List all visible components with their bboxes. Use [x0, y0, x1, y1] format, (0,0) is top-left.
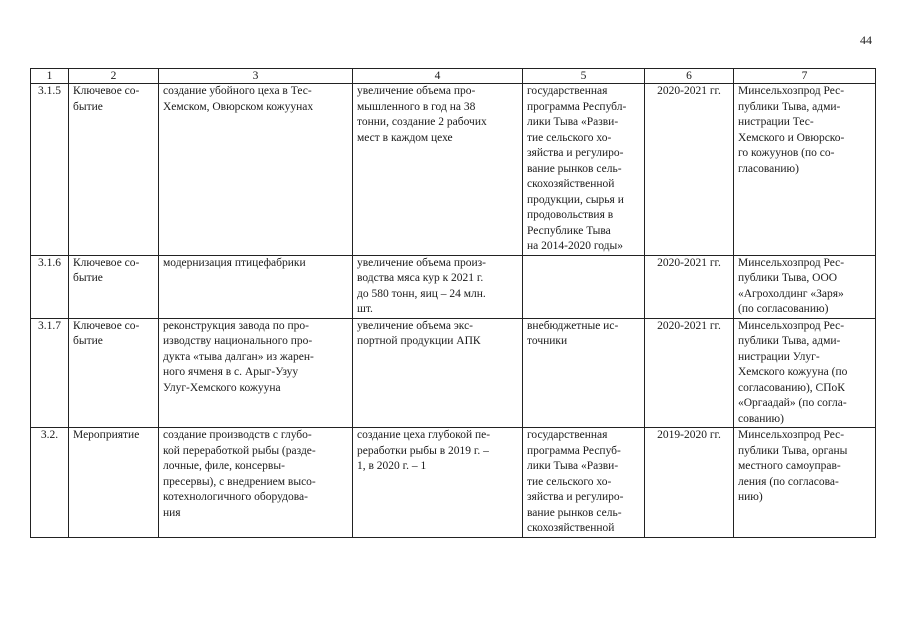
- table-header-row: [31, 69, 876, 84]
- header-cell-7: 7: [734, 69, 876, 84]
- row-number: 3.2.: [31, 428, 69, 538]
- row-executor: Минсельхозпрод Рес- публики Тыва, адми- нистрации Улуг- Хемского кожууна (по согласованию), СПоК «Оргаадай» (по согла- сованию): [734, 318, 876, 428]
- row-period: 2020-2021 гг.: [645, 84, 734, 256]
- header-cell-2: 2: [69, 69, 159, 84]
- row-source: [523, 255, 645, 318]
- row-type: Мероприятие: [69, 428, 159, 538]
- header-cell-4: 4: [353, 69, 523, 84]
- header-cell-1: 1: [31, 69, 69, 84]
- header-cell-5: 5: [523, 69, 645, 84]
- row-executor: Минсельхозпрод Рес- публики Тыва, адми- нистрации Тес- Хемского и Овюрско- го кожуунов (по со- гласованию): [734, 84, 876, 256]
- row-description: создание производств с глубо- кой переработкой рыбы (разде- лочные, филе, консервы- пресервы), с внедрением высо- котехнологичного оборудова- ния: [159, 428, 353, 538]
- row-type: Ключевое со- бытие: [69, 255, 159, 318]
- row-type: Ключевое со- бытие: [69, 318, 159, 428]
- row-type: Ключевое со- бытие: [69, 84, 159, 256]
- row-source: внебюджетные ис- точники: [523, 318, 645, 428]
- row-result: увеличение объема произ- водства мяса кур к 2021 г. до 580 тонн, яиц – 24 млн. шт.: [353, 255, 523, 318]
- measures-table: [30, 68, 876, 538]
- table-row: [31, 84, 876, 256]
- table-row: [31, 428, 876, 538]
- table-row: [31, 318, 876, 428]
- row-description: модернизация птицефабрики: [159, 255, 353, 318]
- row-result: увеличение объема про- мышленного в год на 38 тонни, создание 2 рабочих мест в каждом цехе: [353, 84, 523, 256]
- row-number: 3.1.7: [31, 318, 69, 428]
- row-description: создание убойного цеха в Тес- Хемском, Овюрском кожуунах: [159, 84, 353, 256]
- row-period: 2020-2021 гг.: [645, 255, 734, 318]
- header-cell-6: 6: [645, 69, 734, 84]
- table-row: [31, 255, 876, 318]
- row-source: государственная программа Респуб- лики Тыва «Разви- тие сельского хо- зяйства и регулиро- вание рынков сель- скохозяйственной: [523, 428, 645, 538]
- row-result: создание цеха глубокой пе- реработки рыбы в 2019 г. – 1, в 2020 г. – 1: [353, 428, 523, 538]
- row-description: реконструкция завода по про- изводству национального про- дукта «тыва далган» из жарен- ного ячменя в с. Арыг-Узуу Улуг-Хемского кожууна: [159, 318, 353, 428]
- header-cell-3: 3: [159, 69, 353, 84]
- row-source: государственная программа Республ- лики Тыва «Разви- тие сельского хо- зяйства и регулиро- вание рынков сель- скохозяйственной продукции, сырья и продовольствия в Республике Тыва на 2014-2020 годы»: [523, 84, 645, 256]
- row-executor: Минсельхозпрод Рес- публики Тыва, ООО «Агрохолдинг «Заря» (по согласованию): [734, 255, 876, 318]
- row-number: 3.1.5: [31, 84, 69, 256]
- row-number: 3.1.6: [31, 255, 69, 318]
- page-number: 44: [860, 33, 872, 47]
- row-period: 2019-2020 гг.: [645, 428, 734, 538]
- row-executor: Минсельхозпрод Рес- публики Тыва, органы местного самоуправ- ления (по согласова- нию): [734, 428, 876, 538]
- row-period: 2020-2021 гг.: [645, 318, 734, 428]
- row-result: увеличение объема экс- портной продукции АПК: [353, 318, 523, 428]
